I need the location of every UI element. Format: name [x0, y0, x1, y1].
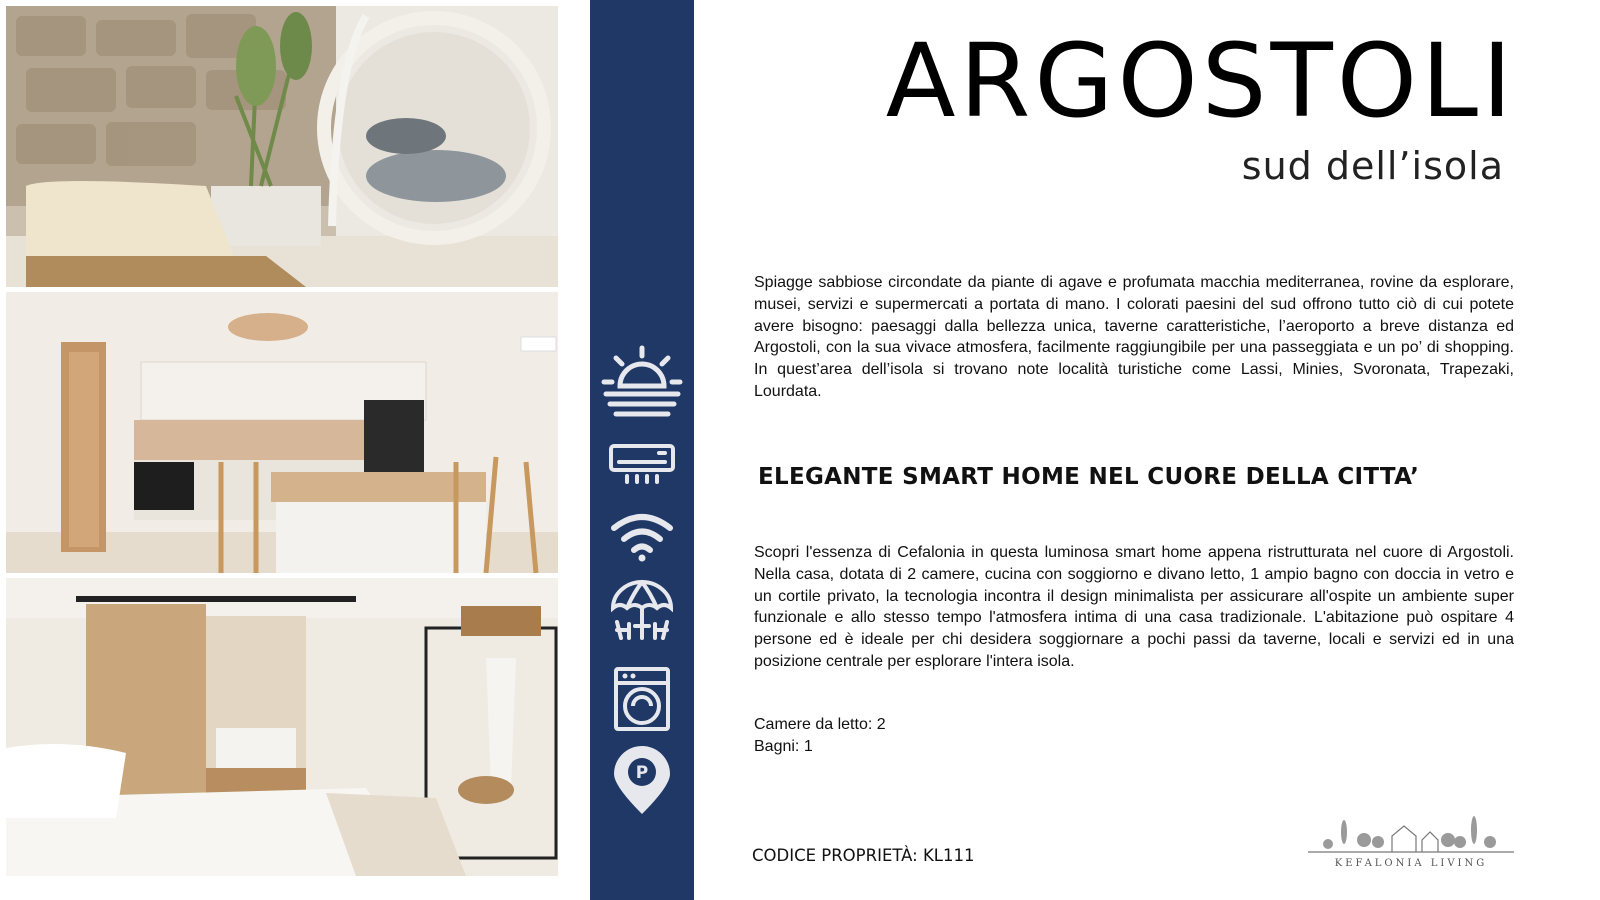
page-title: ARGOSTOLI [885, 22, 1516, 141]
property-specs [754, 714, 886, 758]
section-heading: ELEGANTE SMART HOME NEL CUORE DELLA CITTA’ [758, 464, 1420, 490]
page-subtitle: sud dell’isola [1241, 144, 1504, 188]
parking-icon [600, 746, 684, 816]
bedrooms-count: Camere da letto: 2 [754, 716, 886, 733]
patio-photo [6, 6, 558, 287]
kitchen-photo [6, 292, 558, 573]
intro-paragraph: Spiagge sabbiose circondate da piante di agave e profumata macchia mediterranea, rovine da esplorare, musei, servizi e supermercati a portata di mano. I colorati paesini del sud offrono tutto ciò di cui potete avere bisogno: paesaggi dalla bellezza unica, taverne caratteristiche, l’aeroporto a breve distanza ed Argostoli, con la sua vivace atmosfera, facilmente raggiungibile per una passeggiata e un po’ di shopping. In quest’area dell’isola si trovano note località turistiche come Lassi, Minies, Svoronata, Trapezaki, Lourdata. [754, 274, 1514, 400]
wifi-icon [600, 512, 684, 562]
air-conditioner-icon [600, 442, 684, 486]
bathrooms-count: Bagni: 1 [754, 738, 813, 755]
brand-name: KEFALONIA LIVING [1334, 858, 1488, 869]
sunrise-icon [600, 344, 684, 416]
amenity-sidebar [590, 0, 694, 900]
property-code: CODICE PROPRIETÀ: KL111 [752, 846, 975, 865]
parking-letter: P [635, 763, 649, 783]
beach-umbrella-icon [600, 576, 684, 642]
bedroom-photo [6, 578, 558, 876]
washing-machine-icon [600, 666, 684, 732]
description-paragraph: Scopri l'essenza di Cefalonia in questa luminosa smart home appena ristrutturata nel cuore di Argostoli. Nella casa, dotata di 2 camere, cucina con soggiorno e divano letto, 1 ampio bagno con doccia in vetro e un cortile privato, la tecnologia incontra il design minimalista per assicurare all'ospite un ambiente super funzionale e allo stesso tempo l'atmosfera intima di una casa tradizionale. L'abitazione può ospitare 4 persone ed è ideale per chi desidera soggiornare a pochi passi da taverne, locali e servizi ed in una posizione centrale per esplorare l'intera isola. [754, 544, 1514, 670]
